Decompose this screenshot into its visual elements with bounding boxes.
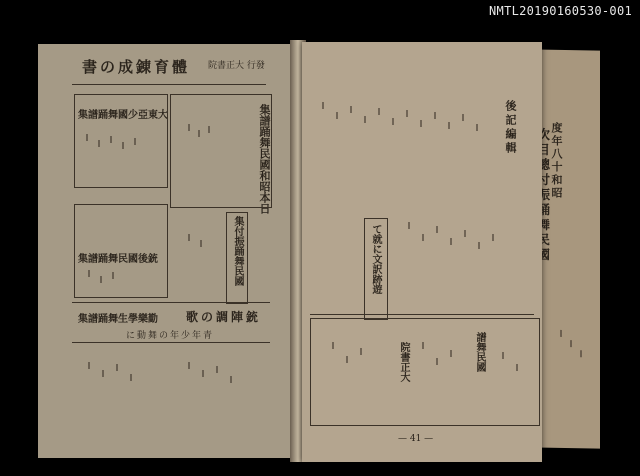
- left-header-publisher: 院書正大 行發: [208, 61, 265, 71]
- block3-title: 集譜踊舞民國後銃: [78, 254, 158, 265]
- bottom-subtitle: に動舞の年少年青: [126, 331, 215, 341]
- right-bottom-box: 譜舞民國: [474, 332, 485, 372]
- bottom-title-right: 歌の調陣銃: [186, 310, 262, 324]
- block4-vertical-title: 集付振踊舞民國: [232, 216, 243, 286]
- catalog-id: NMTL20190160530-001: [489, 4, 632, 18]
- block2-vertical-title: 集譜踊舞民國和昭本日: [258, 104, 271, 214]
- left-header-title: 書の成錬育體: [82, 58, 191, 76]
- right-page: [302, 42, 542, 462]
- bottom-title-left: 集譜踊舞生學樂勤: [78, 314, 158, 325]
- right-inner-box-text: て就に文訳跡遊: [370, 224, 381, 294]
- back-year-title: 度年八十和昭: [550, 121, 563, 200]
- right-column-heading: 後記編輯: [504, 100, 517, 156]
- block1-title: 集譜踊舞國少亞東大: [78, 110, 168, 121]
- left-page: [38, 44, 296, 458]
- right-page-number: — 41 —: [398, 434, 434, 444]
- right-bottom-publisher: 院書正大: [398, 342, 409, 382]
